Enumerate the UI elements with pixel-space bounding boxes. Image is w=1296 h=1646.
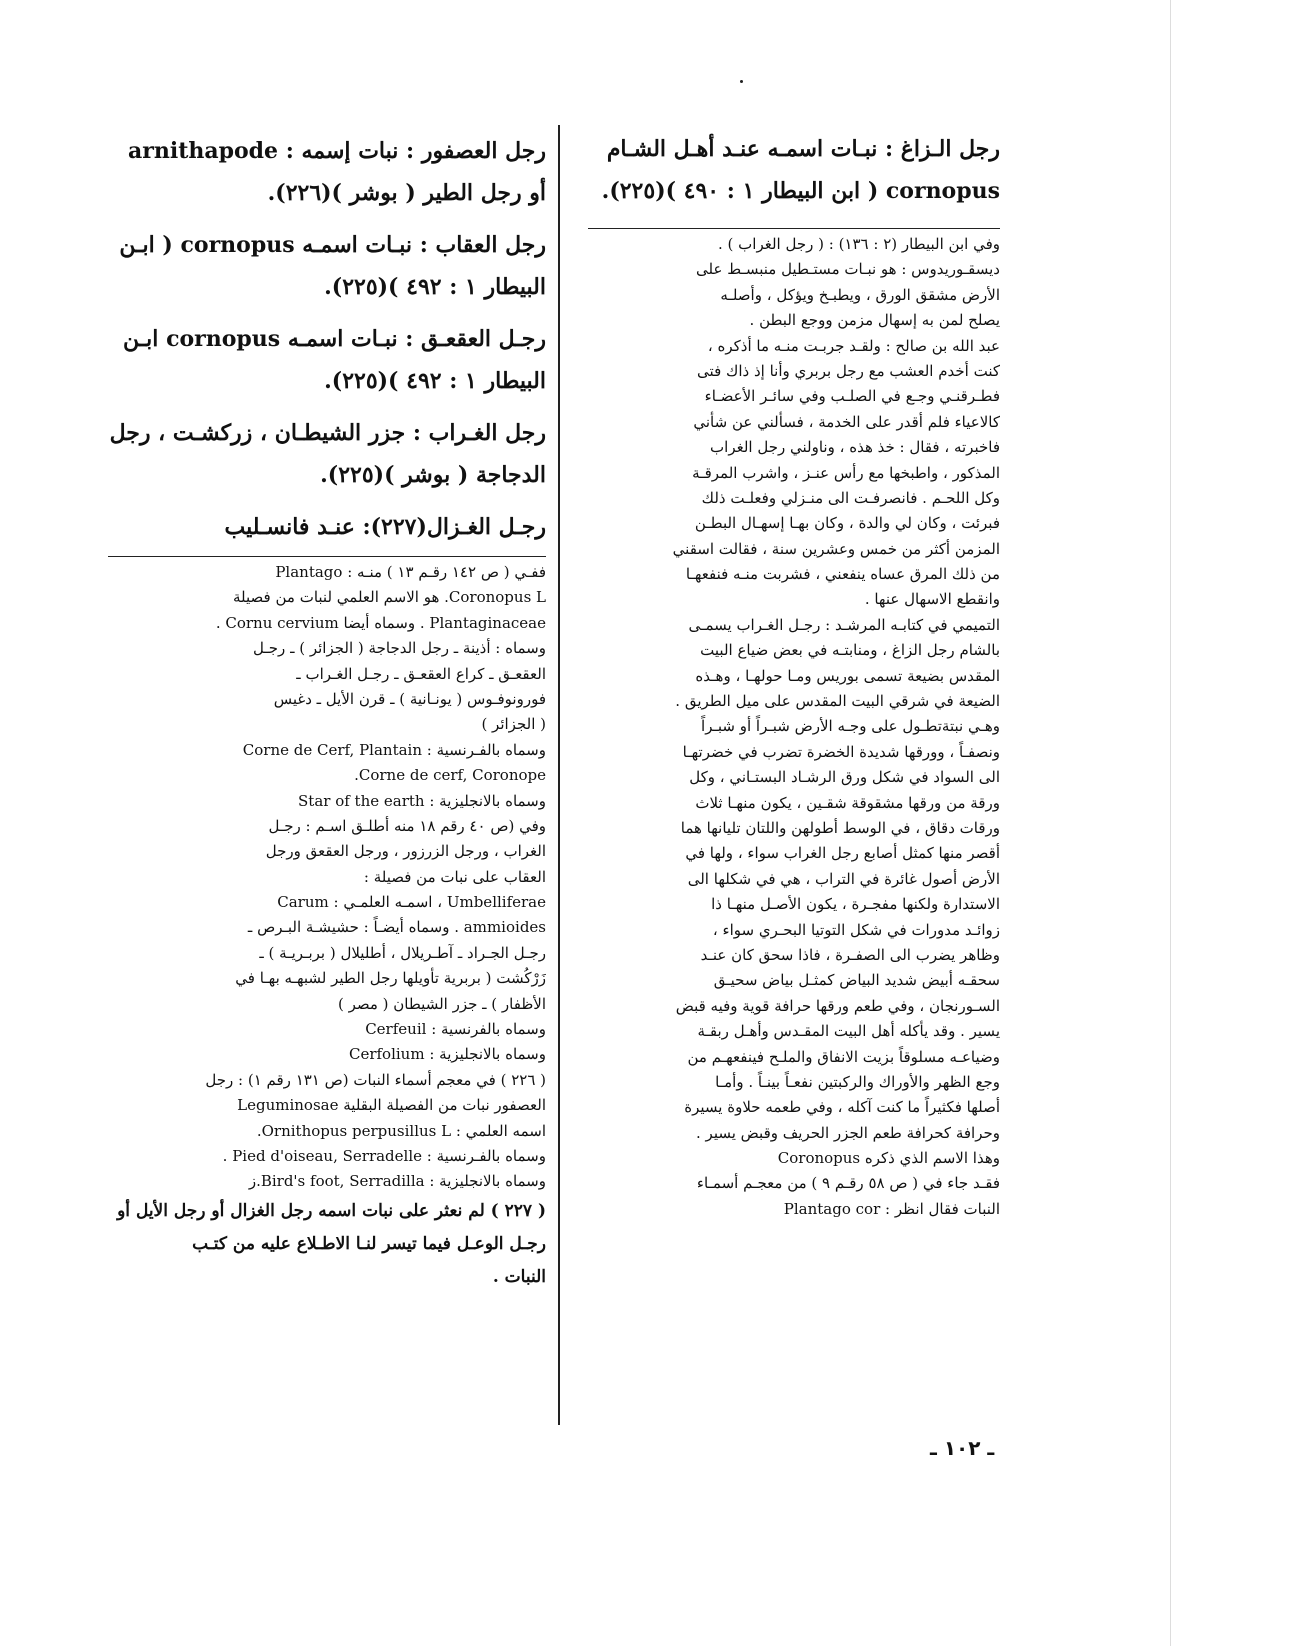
note-line: رجـل الجـراد ـ آطـريلال ، أطليلال ( بربـريـة ) ـ bbox=[259, 943, 546, 962]
note-line: زوائـد مدورات في شكل التوتيا البحـري سواء ، bbox=[712, 920, 1000, 939]
note-line: وفي (ص ٤٠ رقم ١٨ منه أطلـق اسـم : رجـل bbox=[268, 816, 546, 835]
note-line: وسماه بالفـرنسية : Pied d'oiseau, Serradelle . bbox=[222, 1146, 546, 1165]
note-line: فطـرقنـي وجـع في الصلـب وفي سائـر الأعضـاء bbox=[704, 387, 1000, 406]
page-number: ـ ١٠٢ ـ bbox=[930, 1436, 995, 1460]
note-line: Coronopus L. هو الاسم العلمي لنبات من فصيلة bbox=[233, 588, 546, 607]
note-line: وفي ابن البيطار (٢ : ١٣٦) : ( رجل الغراب ) . bbox=[718, 235, 1000, 253]
entry-rijl-al-aqaq: رجـل العقعـق : نبـات اسمـه cornopus ابـن البيطار ١ : ٤٩٢ )(٢٢٥). bbox=[122, 326, 546, 394]
note-line: ورقة من ورقها مشقوقة شقـين ، يكون منهـا ثلاث bbox=[695, 793, 1000, 812]
note-line: سحقـه أبيض شديد البياض كمثـل بياض سحيـق bbox=[713, 971, 1000, 990]
note-line: السـورنجان ، وفي طعم ورقها حرافة قوية وفيه قبض bbox=[675, 996, 1000, 1015]
right-column-notes bbox=[588, 232, 1000, 1222]
note-line: فاخبرته ، فقال : خذ هذه ، وناولني رجل الغراب bbox=[710, 438, 1000, 457]
note-line: وحرافة كحرافة طعم الجزر الحريف وقبض يسير . bbox=[696, 1123, 1000, 1142]
note-line: الأرض أصول غائرة في التراب ، هي في شكلها الى bbox=[687, 869, 1000, 888]
note-line: الاستدارة ولكنها مفجـرة ، يكون الأصـل منهـا ذا bbox=[711, 895, 1000, 914]
note-line: اسمه العلمي : Ornithopus perpusillus L. bbox=[256, 1121, 546, 1140]
entry-rijl-al-ghurab: رجل الغـراب : جزر الشيطـان ، زركشـت ، رجل الدجاجة ( بوشر )(٢٢٥). bbox=[109, 420, 546, 488]
note-line: ammioides . وسماه أيضـاً : حشيشـة البـرص ـ bbox=[247, 918, 546, 937]
note-line: ديسقـوريدوس : هو نبـات مستـطيل منبسـط على bbox=[696, 260, 1000, 279]
note-line: ورقات دقاق ، في الوسط أطولهن واللتان تليانها هما bbox=[680, 818, 1000, 837]
note-line: الأرض مشقق الورق ، ويطبـخ ويؤكل ، وأصلـه bbox=[720, 285, 1000, 304]
note-line: Corne de cerf, Coronope. bbox=[354, 766, 546, 785]
footnote-227-line: النبات . bbox=[492, 1266, 546, 1287]
note-line: الضيعة في شرقي البيت المقدس على ميل الطريق . bbox=[675, 692, 1000, 711]
note-line: وسماه بالانجليزية : Bird's foot, Serradilla.ز bbox=[248, 1172, 546, 1191]
left-column-divider bbox=[108, 556, 546, 557]
note-line: العصفور نبات من الفصيلة البقلية Leguminosae bbox=[237, 1096, 546, 1115]
note-line: المقدس بضيعة تسمى بوريس ومـا حولهـا ، وهـذه bbox=[695, 666, 1000, 685]
note-line: ونصفـاً ، وورقها شديدة الخضرة تضرب في خضرتهـا bbox=[682, 742, 1000, 761]
column-separator bbox=[558, 125, 560, 1425]
note-line: ففـي ( ص ١٤٢ رقـم ١٣ ) منـه : Plantago bbox=[275, 563, 546, 581]
note-line: وكل اللحـم . فانصرفـت الى منـزلي وفعلـت ذلك bbox=[701, 488, 1000, 507]
left-column-entries bbox=[108, 130, 546, 566]
entry-rijl-al-usfur: رجل العصفور : نبات إسمه : arnithapode أو رجل الطير ( بوشر )(٢٢٦). bbox=[128, 138, 546, 206]
note-line: ( الجزائر ) bbox=[481, 715, 546, 734]
right-column-entry bbox=[588, 128, 1000, 222]
entry-rijl-al-zagh: رجل الـزاغ : نبـات اسمـه عنـد أهـل الشـام cornopus ( ابن البيطار ١ : ٤٩٠ )(٢٢٥). bbox=[601, 136, 1000, 204]
note-line: وجع الظهر والأوراك والركبتين نفعـاً بينـاً . وأمـا bbox=[715, 1072, 1000, 1091]
note-line: وسماه بالفـرنسية : Corne de Cerf, Plantain bbox=[242, 740, 546, 759]
note-line: الأظفار ) ـ جزر الشيطان ( مصر ) bbox=[337, 994, 546, 1013]
entry-rijl-al-ghazal: رجـل الغـزال(٢٢٧): عنـد فانسـليب bbox=[224, 514, 546, 540]
note-line: وهـي نبتةتطـول على وجـه الأرض شبـراً أو شبـراً bbox=[701, 717, 1000, 736]
note-line: النبات فقال انظر : Plantago cor bbox=[783, 1199, 1000, 1218]
note-line: وسماه بالفرنسية : Cerfeuil bbox=[365, 1020, 546, 1039]
footnote-227-line: ( ٢٢٧ ) لم نعثر على نبات اسمه رجل الغزال أو رجل الأيل أو bbox=[117, 1200, 546, 1221]
note-line: وضياعـه مسلوقاً بزيت الانفاق والملـح فينفعهـم من bbox=[687, 1047, 1000, 1066]
note-line: فبرئت ، وكان لي والدة ، وكان بهـا إسهـال البطـن bbox=[694, 514, 1000, 533]
note-line: Plantaginaceae . وسماه أيضا Cornu cervium . bbox=[215, 613, 546, 632]
note-line: بالشام رجل الزاغ ، ومنابتـه في بعض ضياع البيت bbox=[700, 641, 1000, 660]
note-line: أصلها فكثيراً ما كنت آكله ، وفي طعمه حلاوة يسيرة bbox=[684, 1098, 1000, 1117]
note-line: العقاب على نبات من فصيلة : bbox=[363, 867, 546, 886]
note-line: عبد الله بن صالح : ولقـد جربـت منـه ما أذكره ، bbox=[707, 336, 1000, 355]
note-line: وهذا الاسم الذي ذكره Coronopus bbox=[777, 1149, 1000, 1168]
speck-mark bbox=[740, 80, 743, 83]
note-line: العقعـق ـ كراع العقعـق ـ رجـل الغـراب ـ bbox=[296, 664, 546, 683]
note-line: يسير . وقد يأكله أهل البيت المقـدس وأهـل ربقـة bbox=[697, 1022, 1000, 1041]
note-line: وسماه بالانجليزية : Star of the earth bbox=[298, 791, 546, 810]
right-column-divider bbox=[588, 228, 1000, 229]
scan-edge-line bbox=[1170, 0, 1171, 1646]
note-line: وسماه : أذينة ـ رجل الدجاجة ( الجزائر ) ـ رجـل bbox=[253, 639, 546, 658]
note-line: فورونوفـوس ( يونـانية ) ـ قرن الأيل ـ دغيس bbox=[273, 689, 546, 708]
entry-rijl-al-uqab: رجل العقاب : نبـات اسمـه cornopus ( ابـن البيطار ١ : ٤٩٢ )(٢٢٥). bbox=[119, 232, 546, 300]
left-column-notes bbox=[108, 560, 546, 1294]
note-line: Umbelliferae ، اسمـه العلمـي : Carum bbox=[277, 893, 546, 912]
note-line: كالاعياء فلم أقدر على الخدمة ، فسألني عن شأني bbox=[693, 412, 1000, 431]
note-line: وانقطع الاسهال عنها . bbox=[864, 590, 1000, 609]
note-line: وسماه بالانجليزية : Cerfolium bbox=[348, 1045, 546, 1064]
note-line: فقـد جاء في ( ص ٥٨ رقـم ٩ ) من معجـم أسمـاء bbox=[696, 1174, 1000, 1193]
footnote-227-line: رجـل الوعـل فيما تيسر لنـا الاطـلاع عليه من كتـب bbox=[192, 1233, 546, 1254]
note-line: المذكور ، واطبخها مع رأس عنـز ، واشرب المرقـة bbox=[692, 463, 1000, 482]
note-line: التميمي في كتابـه المرشـد : رجـل الغـراب يسمـى bbox=[688, 615, 1000, 634]
note-line: أقصر منها كمثل أصابع رجل الغراب سواء ، ولها في bbox=[685, 844, 1000, 863]
note-line: الغراب ، ورجل الزرزور ، ورجل العقعق ورجل bbox=[265, 842, 546, 861]
note-line: كنت أخدم العشب مع رجل بربري وأنا إذ ذاك فتى bbox=[697, 361, 1000, 380]
note-line: المزمن أكثر من خمس وعشرين سنة ، فقالت اسقني bbox=[672, 539, 1000, 558]
note-line: من ذلك المرق عساه ينفعني ، فشربت منـه فنفعهـا bbox=[685, 565, 1000, 584]
note-line: يصلح لمن به إسهال مزمن ووجع البطن . bbox=[749, 311, 1000, 330]
note-line: ( ٢٢٦ ) في معجم أسماء النبات (ص ١٣١ رقم ١) : رجل bbox=[205, 1070, 546, 1089]
note-line: وظاهر يضرب الى الصفـرة ، فاذا سحق كان عنـد bbox=[700, 945, 1000, 964]
note-line: زَرْكُشت ( بربرية تأويلها رجل الطير لشبهـه بهـا في bbox=[235, 969, 546, 988]
note-line: الى السواد في شكل ورق الرشـاد البستـاني ، وكل bbox=[689, 768, 1000, 787]
